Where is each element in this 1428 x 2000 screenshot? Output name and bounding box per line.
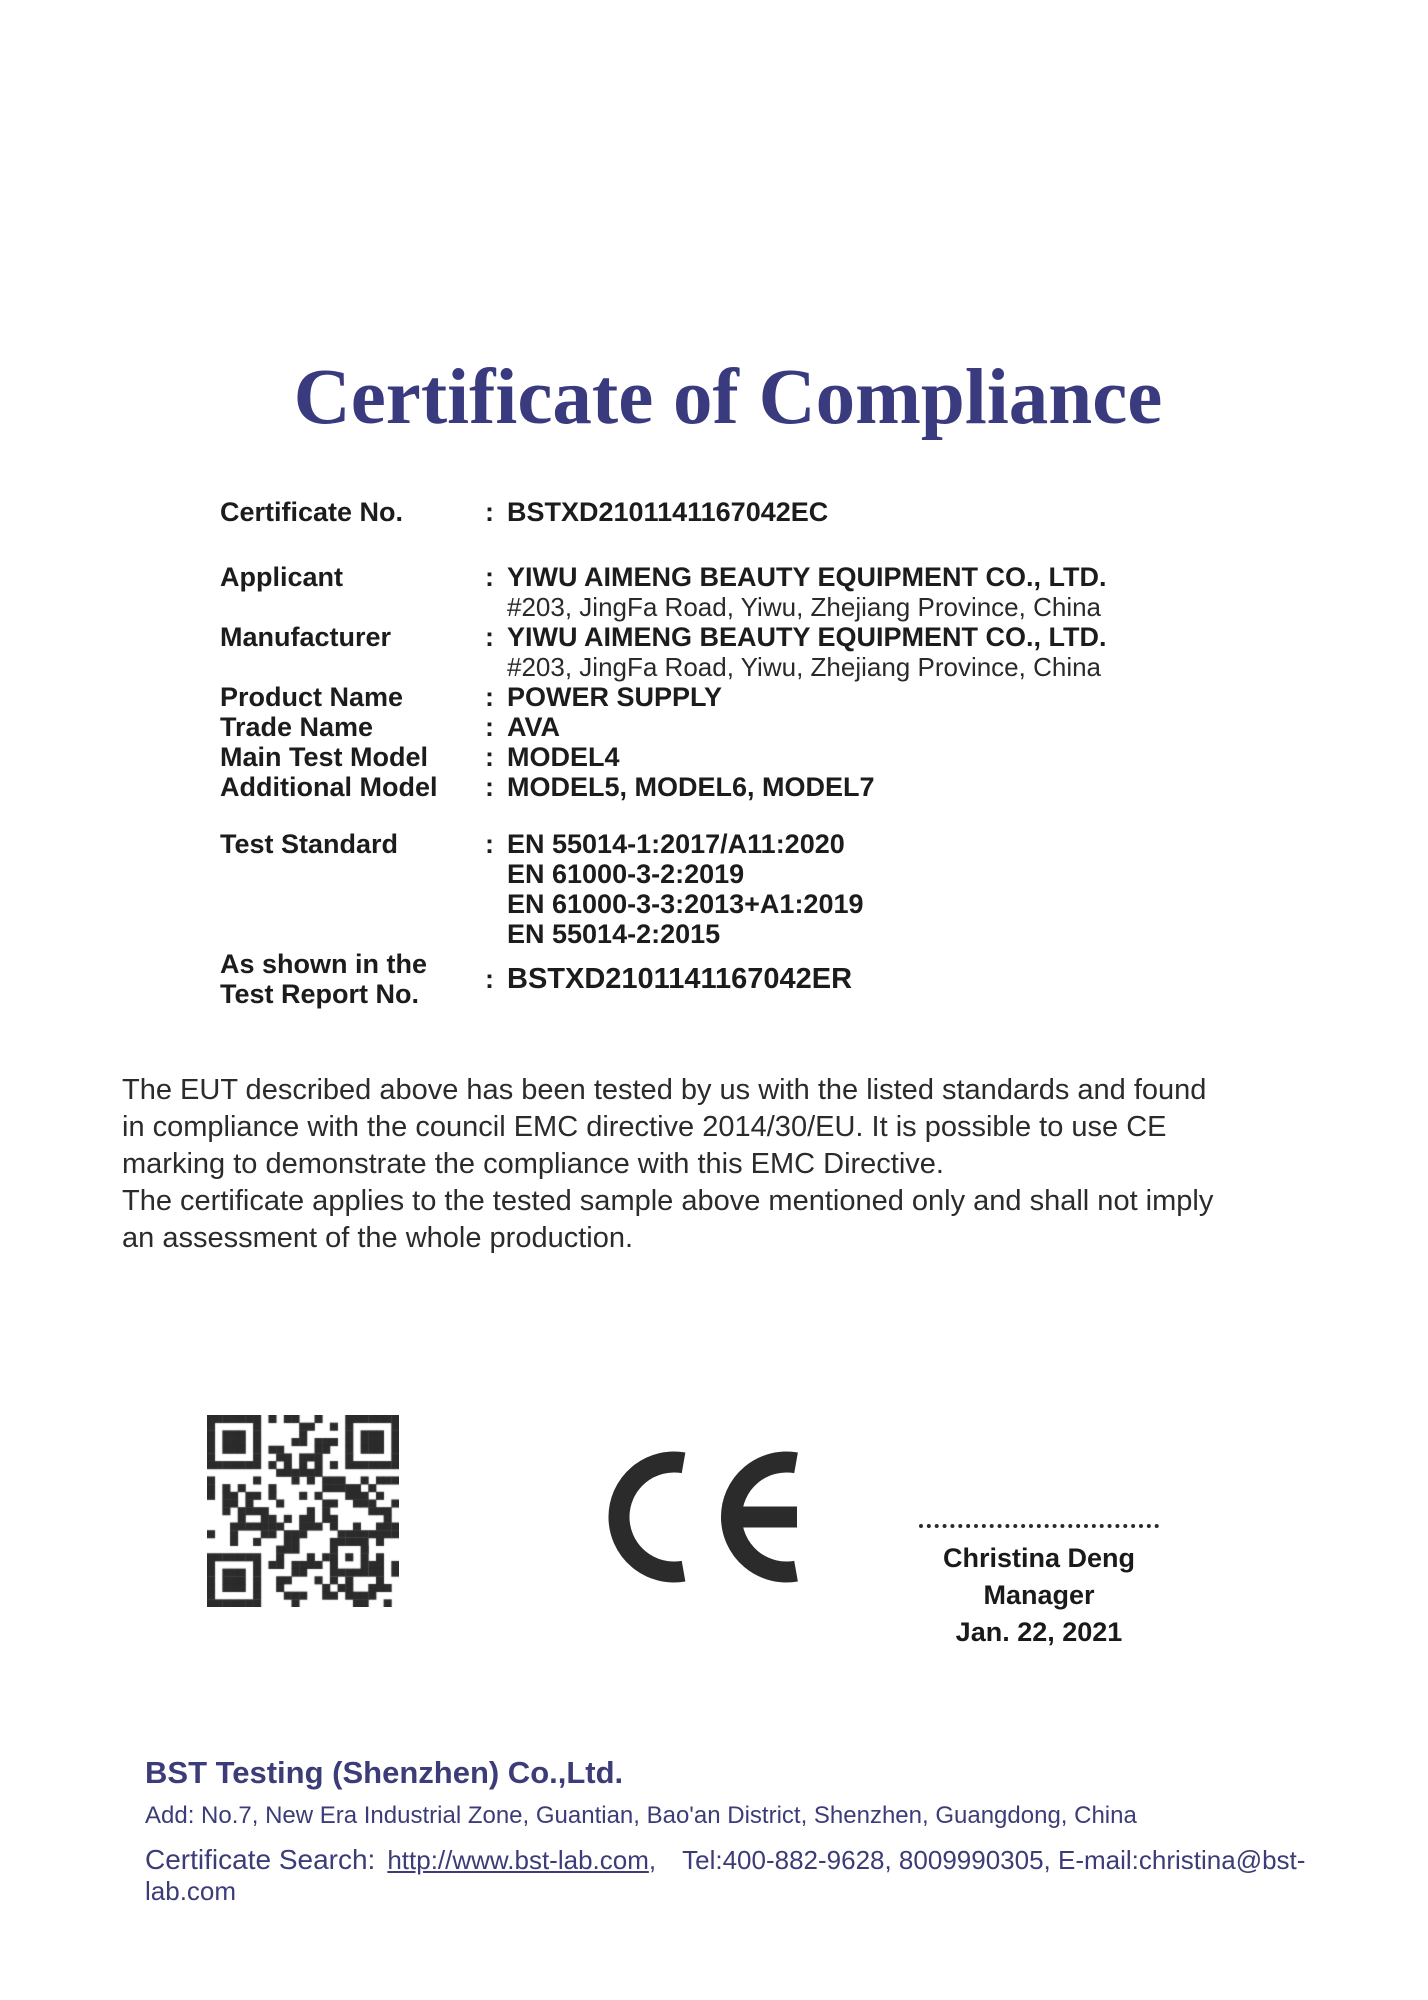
field-label: Manufacturer xyxy=(220,622,392,652)
footer-contact: Tel:400-882-9628, 8009990305, E-mail:christina@bst-lab.com xyxy=(145,1845,1306,1906)
field-label: Additional Model xyxy=(220,772,438,802)
colon: : xyxy=(485,562,494,592)
signatory-title: Manager xyxy=(983,1580,1095,1610)
signature-block xyxy=(899,1510,1179,1651)
field-label: Main Test Model xyxy=(220,742,429,772)
footer-company: BST Testing (Shenzhen) Co.,Ltd. xyxy=(145,1755,624,1790)
field-label: Product Name xyxy=(220,682,404,712)
compliance-statement xyxy=(122,1072,1352,1257)
field-row-test-standard xyxy=(220,829,1220,949)
field-label: Test Standard xyxy=(220,829,399,859)
statement-line: The EUT described above has been tested by us with the listed standards and found xyxy=(122,1074,1207,1106)
product-name: POWER SUPPLY xyxy=(507,682,723,712)
field-row-additional-model xyxy=(220,772,1220,802)
footer-search-line xyxy=(145,1844,1385,1907)
manufacturer-address: #203, JingFa Road, Yiwu, Zhejiang Province, China xyxy=(507,652,1102,682)
statement-line: The certificate applies to the tested sample above mentioned only and shall not imply xyxy=(122,1185,1214,1217)
colon: : xyxy=(485,712,494,742)
footer-comma: , xyxy=(648,1845,657,1875)
statement-line: in compliance with the council EMC directive 2014/30/EU. It is possible to use CE xyxy=(122,1111,1167,1143)
manufacturer-name: YIWU AIMENG BEAUTY EQUIPMENT CO., LTD. xyxy=(507,622,1107,652)
colon: : xyxy=(485,964,494,994)
field-row-manufacturer xyxy=(220,622,1220,682)
test-standard: EN 61000-3-3:2013+A1:2019 xyxy=(507,889,864,919)
main-test-model: MODEL4 xyxy=(507,742,620,772)
footer-address: Add: No.7, New Era Industrial Zone, Guantian, Bao'an District, Shenzhen, Guangdong, China xyxy=(145,1802,1137,1829)
colon: : xyxy=(485,497,494,527)
test-standard: EN 61000-3-2:2019 xyxy=(507,859,745,889)
test-report-number: BSTXD2101141167042ER xyxy=(507,963,853,995)
colon: : xyxy=(485,622,494,652)
page-title: Certificate of Compliance xyxy=(293,354,1163,441)
signatory-name: Christina Deng xyxy=(942,1543,1136,1573)
field-row-certificate-no xyxy=(220,497,1220,527)
colon: : xyxy=(485,829,494,859)
statement-line: an assessment of the whole production. xyxy=(122,1222,634,1254)
signature-date: Jan. 22, 2021 xyxy=(955,1617,1123,1647)
certificate-info xyxy=(220,497,1220,1009)
applicant-name: YIWU AIMENG BEAUTY EQUIPMENT CO., LTD. xyxy=(507,562,1107,592)
test-standard: EN 55014-1:2017/A11:2020 xyxy=(507,829,845,859)
field-row-main-test-model xyxy=(220,742,1220,772)
field-row-test-report-no xyxy=(220,949,1220,1009)
ce-mark-icon xyxy=(608,1451,800,1583)
qr-code xyxy=(207,1415,399,1607)
field-label: As shown in the xyxy=(220,949,428,979)
field-label: Test Report No. xyxy=(220,979,420,1009)
field-label: Trade Name xyxy=(220,712,374,742)
field-label: Applicant xyxy=(220,562,344,592)
signature-line xyxy=(919,1510,1159,1528)
colon: : xyxy=(485,742,494,772)
certificate-number: BSTXD2101141167042EC xyxy=(507,497,829,527)
colon: : xyxy=(485,772,494,802)
trade-name: AVA xyxy=(507,712,560,742)
certificate-search-label: Certificate Search: xyxy=(145,1844,376,1875)
statement-line: marking to demonstrate the compliance with this EMC Directive. xyxy=(122,1148,944,1180)
field-row-trade-name xyxy=(220,712,1220,742)
test-standard: EN 55014-2:2015 xyxy=(507,919,721,949)
field-row-applicant xyxy=(220,562,1220,622)
field-row-product-name xyxy=(220,682,1220,712)
footer xyxy=(145,1755,1385,1907)
additional-models: MODEL5, MODEL6, MODEL7 xyxy=(507,772,875,802)
colon: : xyxy=(485,682,494,712)
certificate-search-url[interactable]: http://www.bst-lab.com xyxy=(387,1845,649,1875)
field-label: Certificate No. xyxy=(220,497,404,527)
applicant-address: #203, JingFa Road, Yiwu, Zhejiang Province, China xyxy=(507,592,1102,622)
